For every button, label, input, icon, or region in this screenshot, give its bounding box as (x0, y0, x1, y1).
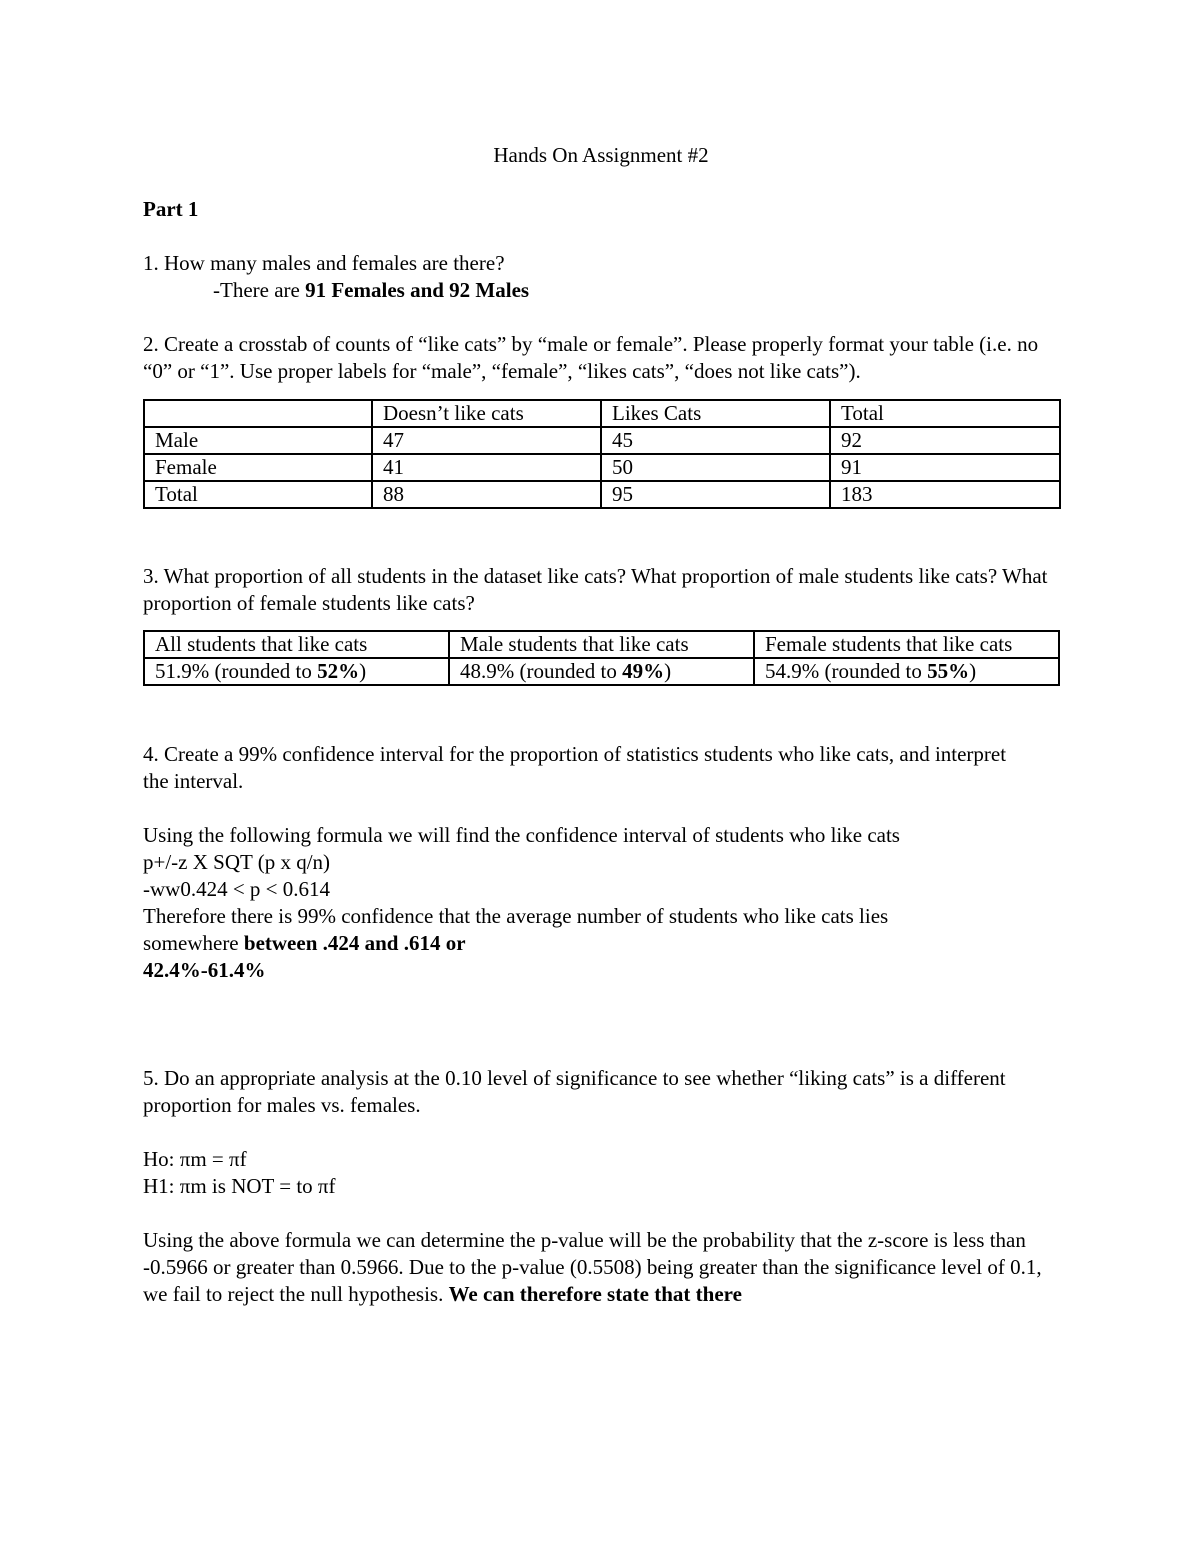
table-cell: Likes Cats (601, 400, 830, 427)
table-cell: 47 (372, 427, 601, 454)
table-row (144, 454, 1060, 481)
table-cell: 183 (830, 481, 1060, 508)
q4-line: Therefore there is 99% confidence that the average number of students who like cats lies (143, 904, 889, 928)
question-3: 3. What proportion of all students in the dataset like cats? What proportion of male students like cats? What proportion of female students like cats? (143, 564, 1048, 615)
q4-text: somewhere (143, 931, 244, 955)
question-1: 1. How many males and females are there? (143, 251, 505, 275)
cell-text: ) (359, 659, 367, 683)
alt-hypothesis: H1: πm is NOT = to πf (143, 1174, 336, 1198)
table-cell: Total (144, 481, 372, 508)
answer-1 (143, 277, 1059, 304)
part-heading: Part 1 (143, 197, 199, 221)
proportion-table (143, 630, 1060, 686)
q5-text: Using the above formula we can determine the p-value will be the probability that the z-score is less than -0.5966 or greater than 0.5966. Due to the p-value (0.5508) being greater than the significance level of 0.1, we fail to reject the null hypothesis. (143, 1228, 1042, 1306)
cell-text: ) (969, 659, 977, 683)
crosstab-table (143, 399, 1061, 509)
q4-line: Using the following formula we will find the confidence interval of students who like cats (143, 823, 900, 847)
q5-analysis (143, 1227, 1059, 1308)
null-hypothesis: Ho: πm = πf (143, 1147, 247, 1171)
table-header-row (144, 400, 1060, 427)
answer-1-bold: 91 Females and 92 Males (305, 278, 530, 302)
question-4: 4. Create a 99% confidence interval for the proportion of statistics students who like cats, and interpret the interval. (143, 742, 1007, 793)
table-cell: 41 (372, 454, 601, 481)
table-cell: Doesn’t like cats (372, 400, 601, 427)
q4-formula: p+/-z X SQT (p x q/n) (143, 850, 331, 874)
q4-line (143, 930, 1059, 957)
table-cell: 50 (601, 454, 830, 481)
cell-text: 51.9% (rounded to (155, 659, 318, 683)
table-cell: 91 (830, 454, 1060, 481)
table-cell: Male students that like cats (449, 631, 754, 658)
cell-bold: 49% (622, 659, 665, 683)
table-cell (144, 400, 372, 427)
q4-interval: -ww0.424 < p < 0.614 (143, 877, 331, 901)
table-cell: 95 (601, 481, 830, 508)
cell-bold: 52% (317, 659, 360, 683)
table-cell: Male (144, 427, 372, 454)
q4-bold: 42.4%-61.4% (143, 958, 266, 982)
q4-bold: between .424 and .614 or (243, 931, 466, 955)
table-cell: Female students that like cats (754, 631, 1059, 658)
cell-text: 54.9% (rounded to (765, 659, 928, 683)
document-page (143, 142, 1059, 1308)
table-cell: Total (830, 400, 1060, 427)
cell-text: ) (664, 659, 672, 683)
q5-bold: We can therefore state that there (448, 1282, 742, 1306)
document-title: Hands On Assignment #2 (493, 143, 709, 167)
table-cell (754, 658, 1059, 685)
table-cell: 45 (601, 427, 830, 454)
answer-1-text: -There are (213, 278, 306, 302)
table-cell: Female (144, 454, 372, 481)
table-cell: All students that like cats (144, 631, 449, 658)
table-header-row (144, 631, 1059, 658)
table-row (144, 658, 1059, 685)
table-row (144, 481, 1060, 508)
q4-line (143, 957, 1059, 984)
cell-bold: 55% (927, 659, 970, 683)
table-cell (449, 658, 754, 685)
cell-text: 48.9% (rounded to (460, 659, 623, 683)
question-2: 2. Create a crosstab of counts of “like cats” by “male or female”. Please properly format your table (i.e. no “0” or “1”. Use proper labels for “male”, “female”, “likes cats”, “does not like cats”). (143, 332, 1039, 383)
table-cell: 88 (372, 481, 601, 508)
table-row (144, 427, 1060, 454)
table-cell: 92 (830, 427, 1060, 454)
question-5: 5. Do an appropriate analysis at the 0.10 level of significance to see whether “liking cats” is a different proportion for males vs. females. (143, 1066, 1006, 1117)
table-cell (144, 658, 449, 685)
